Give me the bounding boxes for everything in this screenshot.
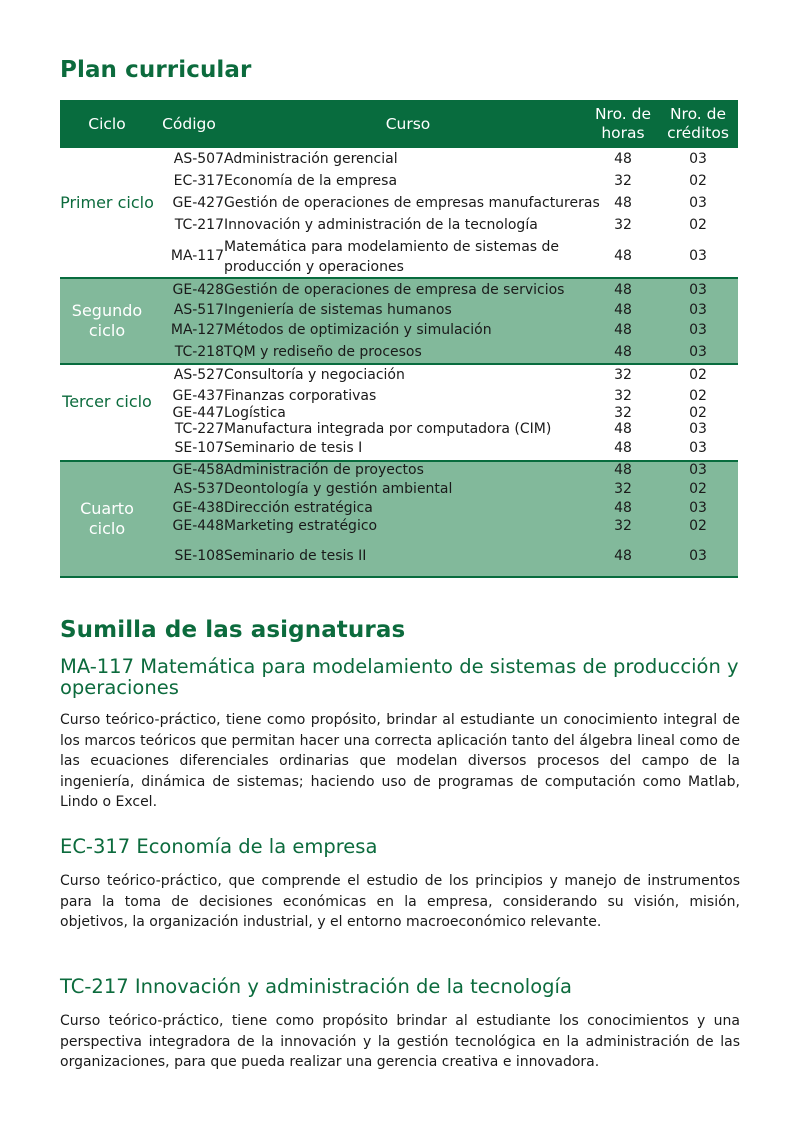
cycle-group-primer [60, 148, 738, 279]
course-credits: 03 [689, 462, 707, 478]
course-name: Deontología y gestión ambiental [224, 481, 453, 497]
section-title: EC-317 Economía de la empresa [60, 835, 378, 858]
course-credits: 03 [689, 282, 707, 298]
course-credits: 03 [689, 151, 707, 167]
course-hours: 32 [614, 173, 632, 189]
cycle-group-tercer [60, 365, 738, 462]
course-code: MA-127 [170, 322, 224, 338]
course-name: Gestión de operaciones de empresas manufactureras [224, 195, 600, 211]
course-credits: 02 [689, 367, 707, 383]
course-name: Consultoría y negociación [224, 367, 405, 383]
course-hours: 48 [614, 462, 632, 478]
course-code: TC-227 [174, 421, 224, 437]
course-hours: 48 [614, 322, 632, 338]
course-code: SE-108 [174, 548, 224, 564]
cycle-label: Tercer ciclo [62, 392, 152, 411]
course-credits: 02 [689, 388, 707, 404]
course-name: Gestión de operaciones de empresa de servicios [224, 282, 565, 298]
plan-curricular-title: Plan curricular [60, 57, 252, 83]
course-hours: 48 [614, 151, 632, 167]
course-code: GE-448 [172, 518, 224, 534]
course-credits: 02 [689, 173, 707, 189]
course-credits: 03 [689, 195, 707, 211]
course-hours: 48 [614, 344, 632, 360]
course-hours: 48 [614, 302, 632, 318]
course-name: TQM y rediseño de procesos [224, 344, 422, 360]
course-credits: 02 [689, 481, 707, 497]
course-hours: 32 [614, 217, 632, 233]
course-name: Logística [224, 405, 286, 421]
course-credits: 02 [689, 405, 707, 421]
course-credits: 03 [689, 421, 707, 437]
course-code: MA-117 [170, 248, 224, 264]
course-name: Dirección estratégica [224, 500, 373, 516]
course-name: Finanzas corporativas [224, 388, 377, 404]
section-text: Curso teórico-práctico, tiene como propósito brindar al estudiante los conocimientos y una perspectiva integradora de la innovación y la gestión tecnológica en la administración de las organizaciones, para que pueda realizar una gerencia creativa e innovadora. [60, 1013, 740, 1070]
course-hours: 32 [614, 367, 632, 383]
cycle-label: Segundo ciclo [71, 301, 143, 340]
course-name: Economía de la empresa [224, 173, 398, 189]
course-code: GE-458 [172, 462, 224, 478]
header-ciclo: Ciclo [88, 115, 126, 133]
table-row [60, 237, 738, 279]
sumilla-title: Sumilla de las asignaturas [60, 617, 406, 643]
course-name: Innovación y administración de la tecnología [224, 217, 538, 233]
course-hours: 48 [614, 500, 632, 516]
course-credits: 03 [689, 548, 707, 564]
course-code: GE-427 [172, 195, 224, 211]
course-code: GE-447 [172, 405, 224, 421]
course-code: AS-527 [173, 367, 224, 383]
course-name: Marketing estratégico [224, 518, 378, 534]
course-credits: 03 [689, 302, 707, 318]
course-code: EC-317 [173, 173, 224, 189]
course-hours: 48 [614, 195, 632, 211]
section-text: Curso teórico-práctico, tiene como propósito, brindar al estudiante un conocimiento integral de los marcos teóricos que permitan hacer una correcta aplicación tanto del álgebra lineal como de las ecuaciones diferenciales ordinarias que modelan diversos procesos del campo de la ingeniería, dinámica de sistemas; haciendo uso de programas de computación como Matlab, Lindo o Excel. [60, 712, 740, 810]
course-name: Administración gerencial [224, 151, 398, 167]
section-title: TC-217 Innovación y administración de la tecnología [60, 975, 572, 998]
course-code: SE-107 [174, 440, 224, 456]
course-credits: 03 [689, 344, 707, 360]
course-hours: 48 [614, 440, 632, 456]
course-code: TC-217 [174, 217, 224, 233]
course-name: Administración de proyectos [224, 462, 424, 478]
header-creditos: Nro. de créditos [667, 105, 729, 142]
course-name: Seminario de tesis II [224, 548, 367, 564]
cycle-group-cuarto [60, 462, 738, 578]
cycle-label: Cuarto ciclo [80, 499, 134, 538]
section-title: MA-117 Matemática para modelamiento de sistemas de producción y operaciones [60, 655, 739, 699]
course-hours: 48 [614, 248, 632, 264]
course-hours: 48 [614, 282, 632, 298]
course-hours: 32 [614, 388, 632, 404]
course-code: GE-428 [172, 282, 224, 298]
course-code: AS-517 [173, 302, 224, 318]
course-credits: 02 [689, 518, 707, 534]
course-hours: 32 [614, 481, 632, 497]
course-name: Manufactura integrada por computadora (CIM) [224, 421, 552, 437]
course-credits: 03 [689, 500, 707, 516]
course-credits: 03 [689, 322, 707, 338]
course-hours: 48 [614, 548, 632, 564]
course-code: GE-438 [172, 500, 224, 516]
course-code: GE-437 [172, 388, 224, 404]
course-code: AS-507 [173, 151, 224, 167]
course-credits: 03 [689, 248, 707, 264]
course-name: Seminario de tesis I [224, 440, 363, 456]
course-hours: 32 [614, 518, 632, 534]
course-credits: 02 [689, 217, 707, 233]
course-hours: 48 [614, 421, 632, 437]
course-credits: 03 [689, 440, 707, 456]
cycle-label: Primer ciclo [60, 193, 154, 212]
section-text: Curso teórico-práctico, que comprende el estudio de los principios y manejo de instrumentos para la toma de decisiones económicas en la empresa, considerando su visión, misión, objetivos, la organización industrial, y el entorno macroeconómico relevante. [60, 873, 740, 930]
course-name: Matemática para modelamiento de sistemas de producción y operaciones [224, 239, 560, 275]
course-name: Ingeniería de sistemas humanos [224, 302, 452, 318]
header-curso: Curso [385, 115, 431, 133]
cycle-group-segundo [60, 279, 738, 365]
course-code: AS-537 [173, 481, 224, 497]
header-horas: Nro. de horas [594, 105, 652, 142]
header-codigo: Código [162, 115, 216, 133]
course-name: Métodos de optimización y simulación [224, 322, 492, 338]
course-code: TC-218 [174, 344, 224, 360]
course-hours: 32 [614, 405, 632, 421]
table-header [60, 100, 738, 148]
